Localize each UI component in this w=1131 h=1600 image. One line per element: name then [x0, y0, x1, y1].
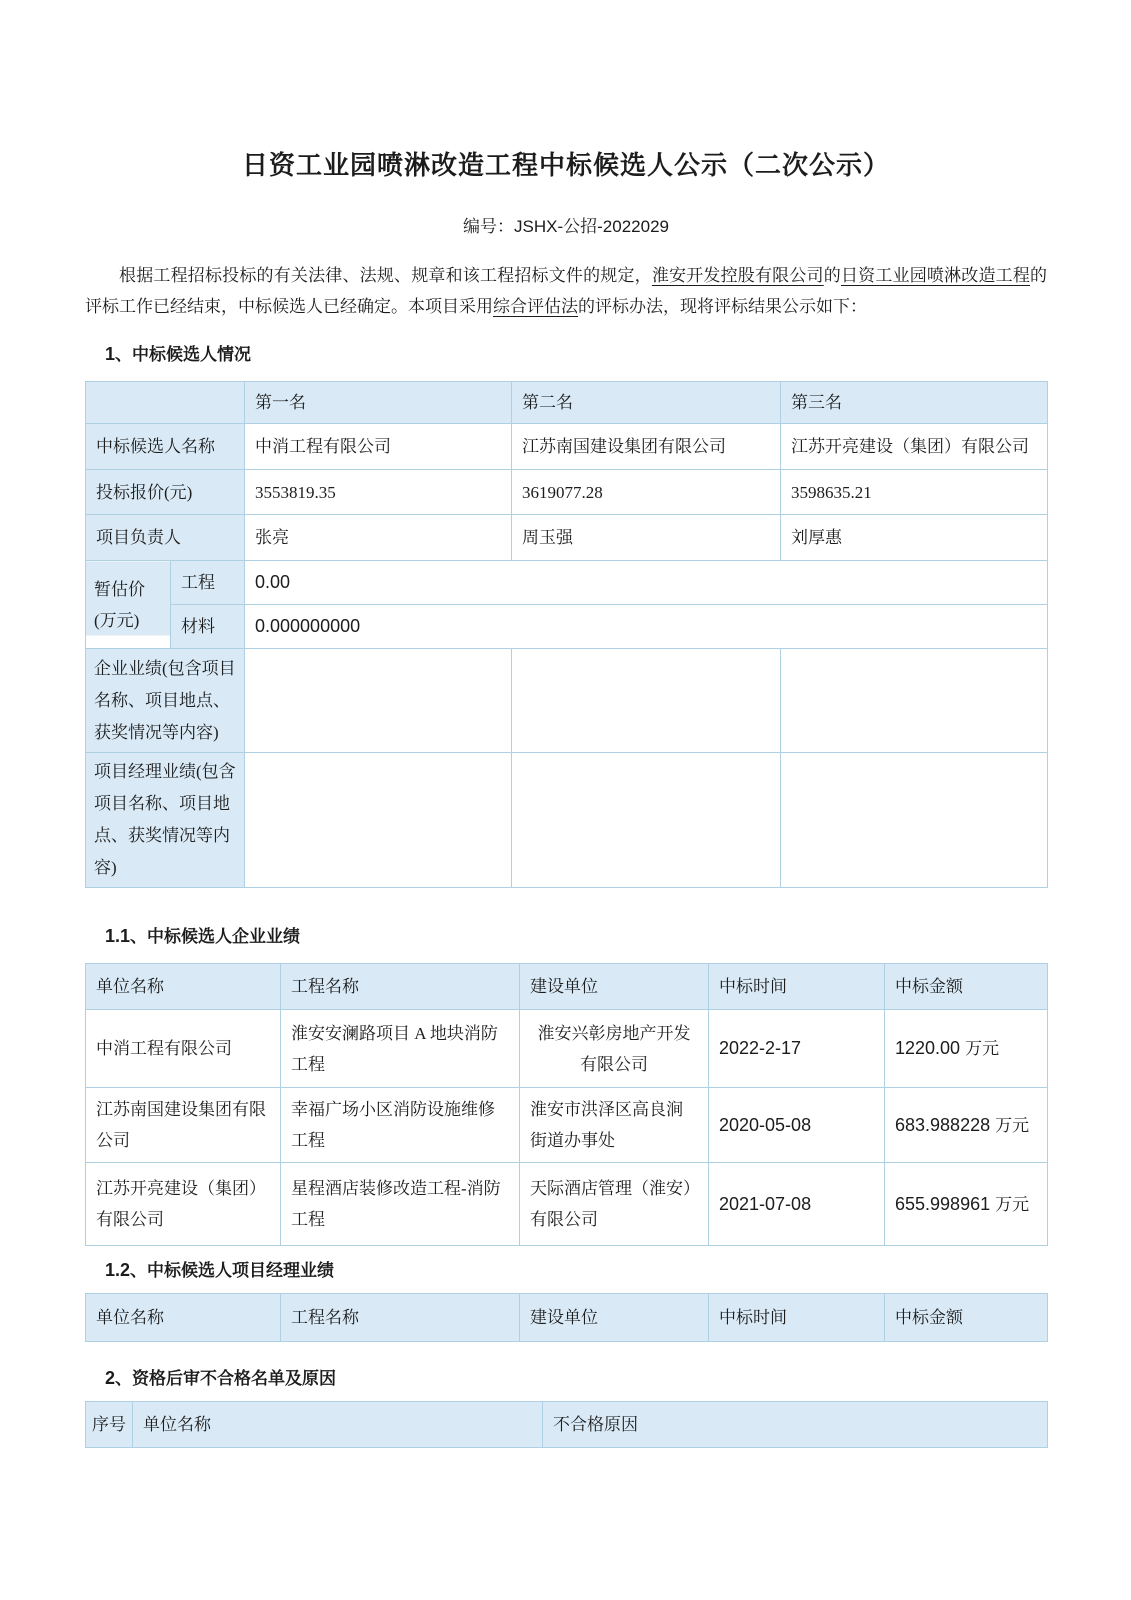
amount-cell: [885, 1010, 1048, 1088]
table-header-row: [86, 382, 1048, 424]
owner-cell: 淮安兴彰房地产开发有限公司: [520, 1010, 709, 1088]
column-header-amount: 中标金额: [885, 964, 1048, 1010]
column-header-company: 单位名称: [86, 1294, 281, 1342]
table-header-row: [86, 1294, 1048, 1342]
column-header-date: 中标时间: [709, 964, 885, 1010]
section-1-1-heading: [105, 922, 1047, 951]
section-separator: 、: [115, 1369, 133, 1388]
doc-number-label: 编号：: [463, 217, 515, 236]
column-header-company: 单位名称: [86, 964, 281, 1010]
section-number: 1.1: [105, 926, 131, 946]
column-header-third: 第三名: [781, 382, 1048, 424]
table-row: [86, 424, 1048, 470]
owner-cell: 淮安市洪泽区高良涧街道办事处: [520, 1088, 709, 1163]
table-row: [86, 753, 1048, 888]
amount-cell: [885, 1088, 1048, 1163]
section-title: 中标候选人企业业绩: [147, 927, 301, 946]
candidate-2-manager: 周玉强: [512, 515, 781, 561]
candidate-3-manager: 刘厚惠: [781, 515, 1048, 561]
table-row: [86, 515, 1048, 561]
candidate-1-price: 3553819.35: [245, 470, 512, 515]
table-header-row: [86, 964, 1048, 1010]
row-label: 企业业绩(包含项目名称、项目地点、获奖情况等内容): [86, 649, 245, 753]
candidate-1-manager-performance: [245, 753, 512, 888]
section-separator: 、: [130, 1261, 148, 1280]
intro-text: 的评标工作已经结束，中标候选人已经确定。本项目采用: [85, 266, 1048, 316]
row-label: 项目负责人: [86, 515, 245, 561]
column-header-project: 工程名称: [281, 964, 520, 1010]
section-number: 1: [105, 344, 116, 364]
enterprise-performance-table: [85, 963, 1048, 1246]
estimate-engineering-value: 0.00: [245, 561, 1048, 605]
table-row: [86, 1163, 1048, 1246]
estimate-material-value: 0.000000000: [245, 605, 1048, 649]
section-number: 1.2: [105, 1260, 131, 1280]
table-header-row: [86, 1402, 1048, 1448]
estimate-label: 暂估价(万元): [86, 561, 171, 649]
project-name: 日资工业园喷淋改造工程: [840, 266, 1031, 285]
candidate-2-name: 江苏南国建设集团有限公司: [512, 424, 781, 470]
amount-number: 683.988228: [895, 1114, 991, 1135]
date-cell: 2022-2-17: [709, 1010, 885, 1088]
amount-unit: 万元: [965, 1039, 1000, 1058]
candidates-table: [85, 381, 1048, 888]
column-header-second: 第二名: [512, 382, 781, 424]
candidate-1-enterprise-performance: [245, 649, 512, 753]
tenderer-name: 淮安开发控股有限公司: [651, 266, 824, 285]
estimate-sub-label: 工程: [171, 561, 245, 605]
project-cell: 淮安安澜路项目 A 地块消防工程: [281, 1010, 520, 1088]
table-row: [86, 470, 1048, 515]
date-cell: 2021-07-08: [709, 1163, 885, 1246]
section-1-heading: [105, 340, 1047, 369]
doc-number-value: JSHX-公招-2022029: [514, 217, 669, 236]
evaluation-method: 综合评估法: [493, 297, 578, 316]
column-header-owner: 建设单位: [520, 964, 709, 1010]
column-header-owner: 建设单位: [520, 1294, 709, 1342]
disqualified-table: [85, 1401, 1048, 1448]
section-number: 2: [105, 1368, 116, 1388]
table-row: [86, 1088, 1048, 1163]
column-header-reason: 不合格原因: [543, 1402, 1048, 1448]
section-2-heading: [105, 1364, 1047, 1393]
column-header-company: 单位名称: [133, 1402, 543, 1448]
row-label: 项目经理业绩(包含项目名称、项目地点、获奖情况等内容): [86, 753, 245, 888]
table-row: [86, 649, 1048, 753]
table-row: [86, 605, 1048, 649]
column-header-index: 序号: [86, 1402, 133, 1448]
table-row: [86, 561, 1048, 605]
project-cell: 幸福广场小区消防设施维修工程: [281, 1088, 520, 1163]
manager-performance-table: [85, 1293, 1048, 1342]
section-1-2-heading: [105, 1256, 1047, 1285]
intro-text: 的: [823, 266, 841, 285]
candidate-3-price: 3598635.21: [781, 470, 1048, 515]
company-cell: 中消工程有限公司: [86, 1010, 281, 1088]
amount-unit: 万元: [995, 1194, 1030, 1214]
section-separator: 、: [115, 345, 133, 364]
estimate-sub-label: 材料: [171, 605, 245, 649]
column-header-empty: [86, 382, 245, 424]
section-title: 中标候选人项目经理业绩: [147, 1261, 335, 1280]
section-separator: 、: [130, 927, 148, 946]
table-row: [86, 1010, 1048, 1088]
candidate-2-manager-performance: [512, 753, 781, 888]
section-title: 资格后审不合格名单及原因: [132, 1369, 337, 1388]
project-cell: 星程酒店装修改造工程-消防工程: [281, 1163, 520, 1246]
amount-number: 1220.00: [895, 1038, 961, 1058]
row-label: 中标候选人名称: [86, 424, 245, 470]
intro-text: 根据工程招标投标的有关法律、法规、规章和该工程招标文件的规定，: [119, 266, 652, 285]
intro-paragraph: [85, 260, 1047, 322]
candidate-3-enterprise-performance: [781, 649, 1048, 753]
company-cell: 江苏开亮建设（集团）有限公司: [86, 1163, 281, 1246]
row-label: 投标报价(元): [86, 470, 245, 515]
candidate-3-manager-performance: [781, 753, 1048, 888]
page-title: 日资工业园喷淋改造工程中标候选人公示（二次公示）: [241, 151, 890, 180]
amount-number: 655.998961: [895, 1193, 991, 1214]
column-header-date: 中标时间: [709, 1294, 885, 1342]
candidate-2-price: 3619077.28: [512, 470, 781, 515]
candidate-3-name: 江苏开亮建设（集团）有限公司: [781, 424, 1048, 470]
candidate-1-name: 中消工程有限公司: [245, 424, 512, 470]
company-cell: 江苏南国建设集团有限公司: [86, 1088, 281, 1163]
section-title: 中标候选人情况: [132, 345, 252, 364]
column-header-first: 第一名: [245, 382, 512, 424]
date-cell: 2020-05-08: [709, 1088, 885, 1163]
amount-unit: 万元: [995, 1115, 1030, 1135]
candidate-2-enterprise-performance: [512, 649, 781, 753]
column-header-project: 工程名称: [281, 1294, 520, 1342]
doc-number-line: [85, 214, 1047, 240]
candidate-1-manager: 张亮: [245, 515, 512, 561]
column-header-amount: 中标金额: [885, 1294, 1048, 1342]
amount-cell: [885, 1163, 1048, 1246]
intro-text: 的评标办法，现将评标结果公示如下：: [578, 297, 867, 316]
owner-cell: 天际酒店管理（淮安）有限公司: [520, 1163, 709, 1246]
